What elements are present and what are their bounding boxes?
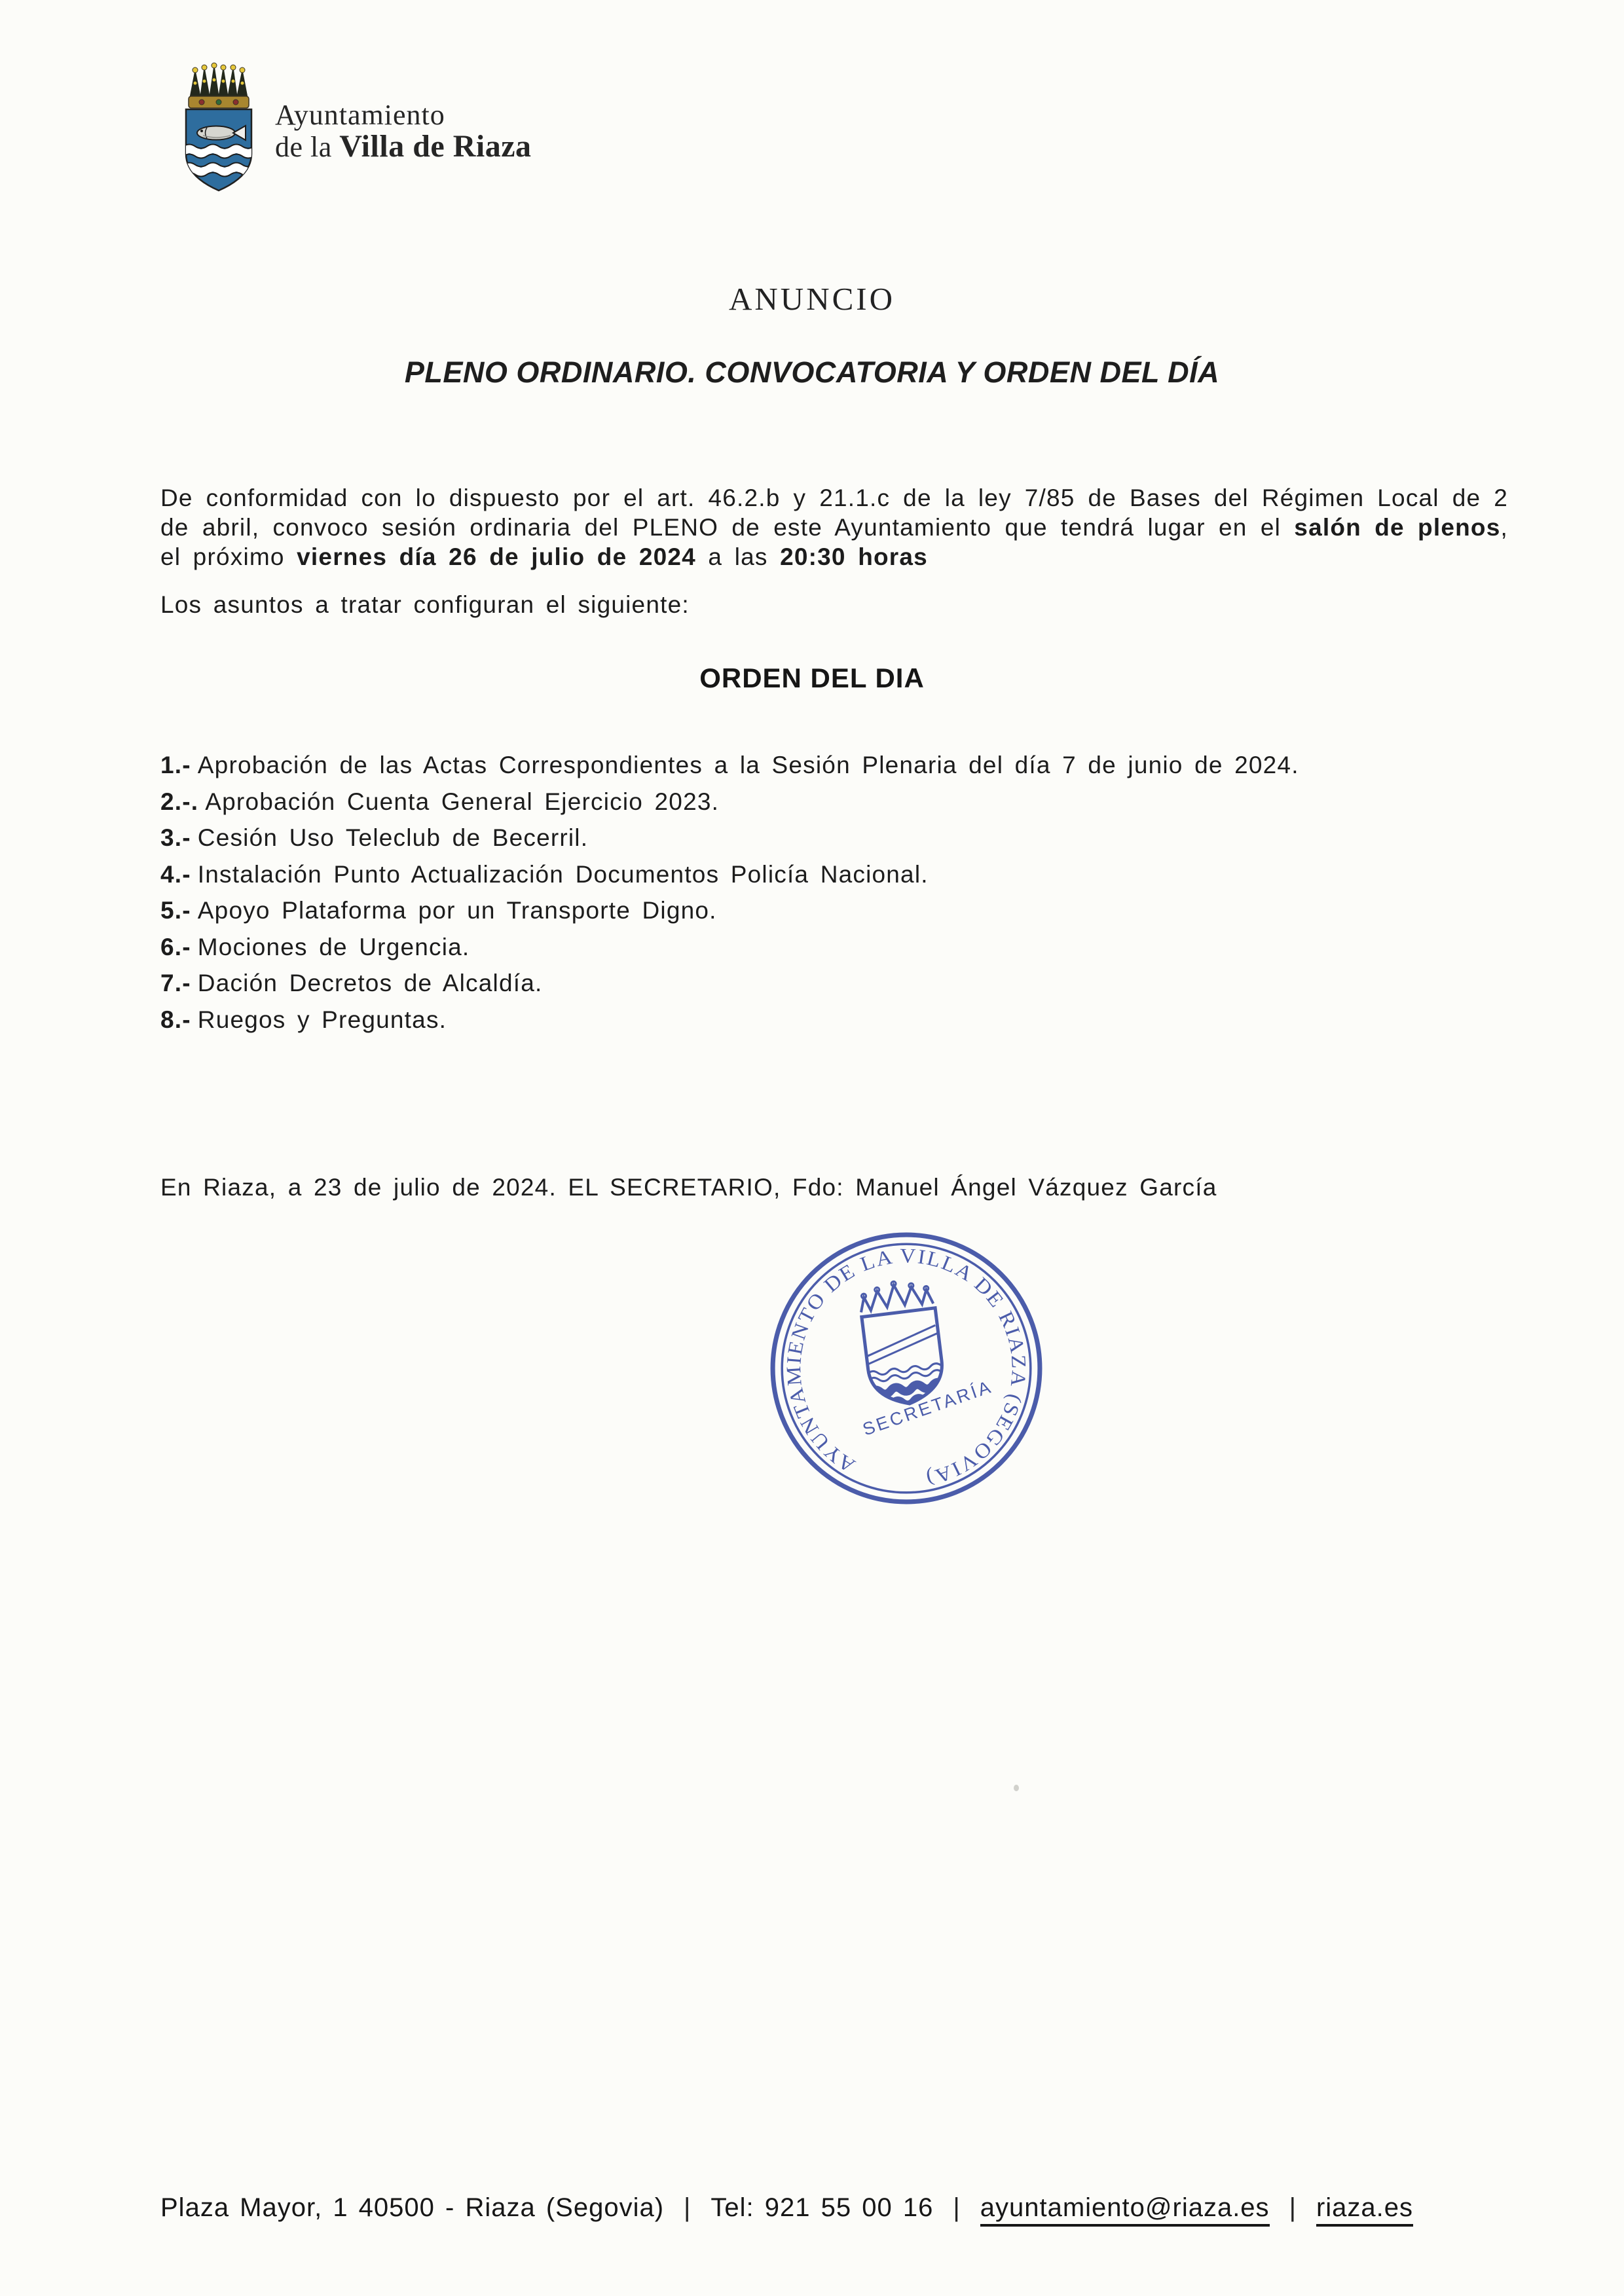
intro-paragraph [160, 483, 1508, 572]
agenda-list [160, 753, 1516, 1044]
footer-separator: | [1289, 2193, 1297, 2222]
intro-text-run-bold: viernes día 26 de julio de 2024 [297, 543, 696, 570]
intro-text-run: a las [695, 543, 781, 570]
agenda-item-text: Ruegos y Preguntas. [197, 1006, 447, 1033]
footer-website-link[interactable]: riaza.es [1316, 2193, 1413, 2227]
agenda-item-text: Cesión Uso Teleclub de Becerril. [197, 824, 589, 851]
org-line1: Ayuntamiento [275, 99, 445, 131]
agenda-item-text: Instalación Punto Actualización Documentos Policía Nacional. [197, 860, 929, 888]
agenda-item [160, 1008, 1516, 1032]
agenda-item-number: 1.- [160, 752, 191, 778]
signature-line: En Riaza, a 23 de julio de 2024. EL SECRETARIO, Fdo: Manuel Ángel Vázquez García [160, 1174, 1217, 1201]
logo-org-name [275, 100, 532, 163]
official-stamp [767, 1230, 1045, 1507]
agenda-item-number: 7.- [160, 970, 191, 996]
agenda-item-text: Aprobación Cuenta General Ejercicio 2023. [205, 788, 720, 815]
intro-text-run: De conformidad con lo dispuesto por el art. 46.2.b y 21.1.c de la ley 7/85 de Bases del Régimen Local de 2 de abril, convoco sesión ordinaria del PLENO de este Ayuntamiento que tendrá lugar en el [160, 484, 1508, 541]
agenda-item [160, 753, 1516, 778]
agenda-item [160, 790, 1516, 814]
footer-address: Plaza Mayor, 1 40500 - Riaza (Segovia) [160, 2193, 665, 2222]
scan-speck [1014, 1785, 1019, 1791]
coat-of-arms-icon [182, 62, 255, 193]
agenda-item [160, 935, 1516, 960]
agenda-item-number: 2.-. [160, 788, 199, 815]
stamp-shield-icon [857, 1277, 946, 1408]
agenda-item [160, 862, 1516, 887]
footer-email-link[interactable]: ayuntamiento@riaza.es [980, 2193, 1270, 2227]
stamp-office-label: SECRETARÍA [860, 1376, 995, 1440]
agenda-item [160, 971, 1516, 996]
stamp-outer-ring [773, 1235, 1040, 1502]
intro-text-run-bold: 20:30 horas [780, 543, 928, 570]
footer-separator: | [684, 2193, 692, 2222]
stamp-artwork [773, 1235, 1040, 1502]
org-line2: de la Villa de Riaza [275, 128, 532, 164]
agenda-item-number: 8.- [160, 1006, 191, 1033]
footer-phone: Tel: 921 55 00 16 [710, 2193, 934, 2222]
agenda-item-text: Aprobación de las Actas Correspondientes a la Sesión Plenaria del día 7 de junio de 2024. [197, 752, 1299, 778]
agenda-heading: ORDEN DEL DIA [699, 663, 925, 693]
page-title: ANUNCIO [729, 281, 895, 317]
agenda-item [160, 898, 1516, 923]
agenda-item [160, 826, 1516, 850]
lead-in-line: Los asuntos a tratar configuran el siguiente: [160, 591, 690, 618]
agenda-item-number: 3.- [160, 824, 191, 851]
stamp-ring-text: AYUNTAMIENTO DE LA VILLA DE RIAZA (SEGOVIA) [781, 1244, 1031, 1491]
intro-text-run-bold: salón de plenos [1294, 514, 1501, 541]
agenda-item-text: Dación Decretos de Alcaldía. [197, 970, 543, 996]
agenda-item-number: 4.- [160, 860, 191, 888]
crown-spikes [190, 65, 248, 98]
municipal-logo [182, 62, 532, 193]
intro-text-run: , el próximo [160, 514, 1508, 570]
agenda-item-text: Apoyo Plataforma por un Transporte Digno. [197, 897, 717, 924]
agenda-item-text: Mociones de Urgencia. [197, 933, 470, 960]
agenda-item-number: 5.- [160, 897, 191, 924]
agenda-item-number: 6.- [160, 933, 191, 960]
footer-separator: | [953, 2193, 961, 2222]
page-subtitle: PLENO ORDINARIO. CONVOCATORIA Y ORDEN DEL DÍA [404, 355, 1220, 389]
footer [160, 2193, 1509, 2227]
